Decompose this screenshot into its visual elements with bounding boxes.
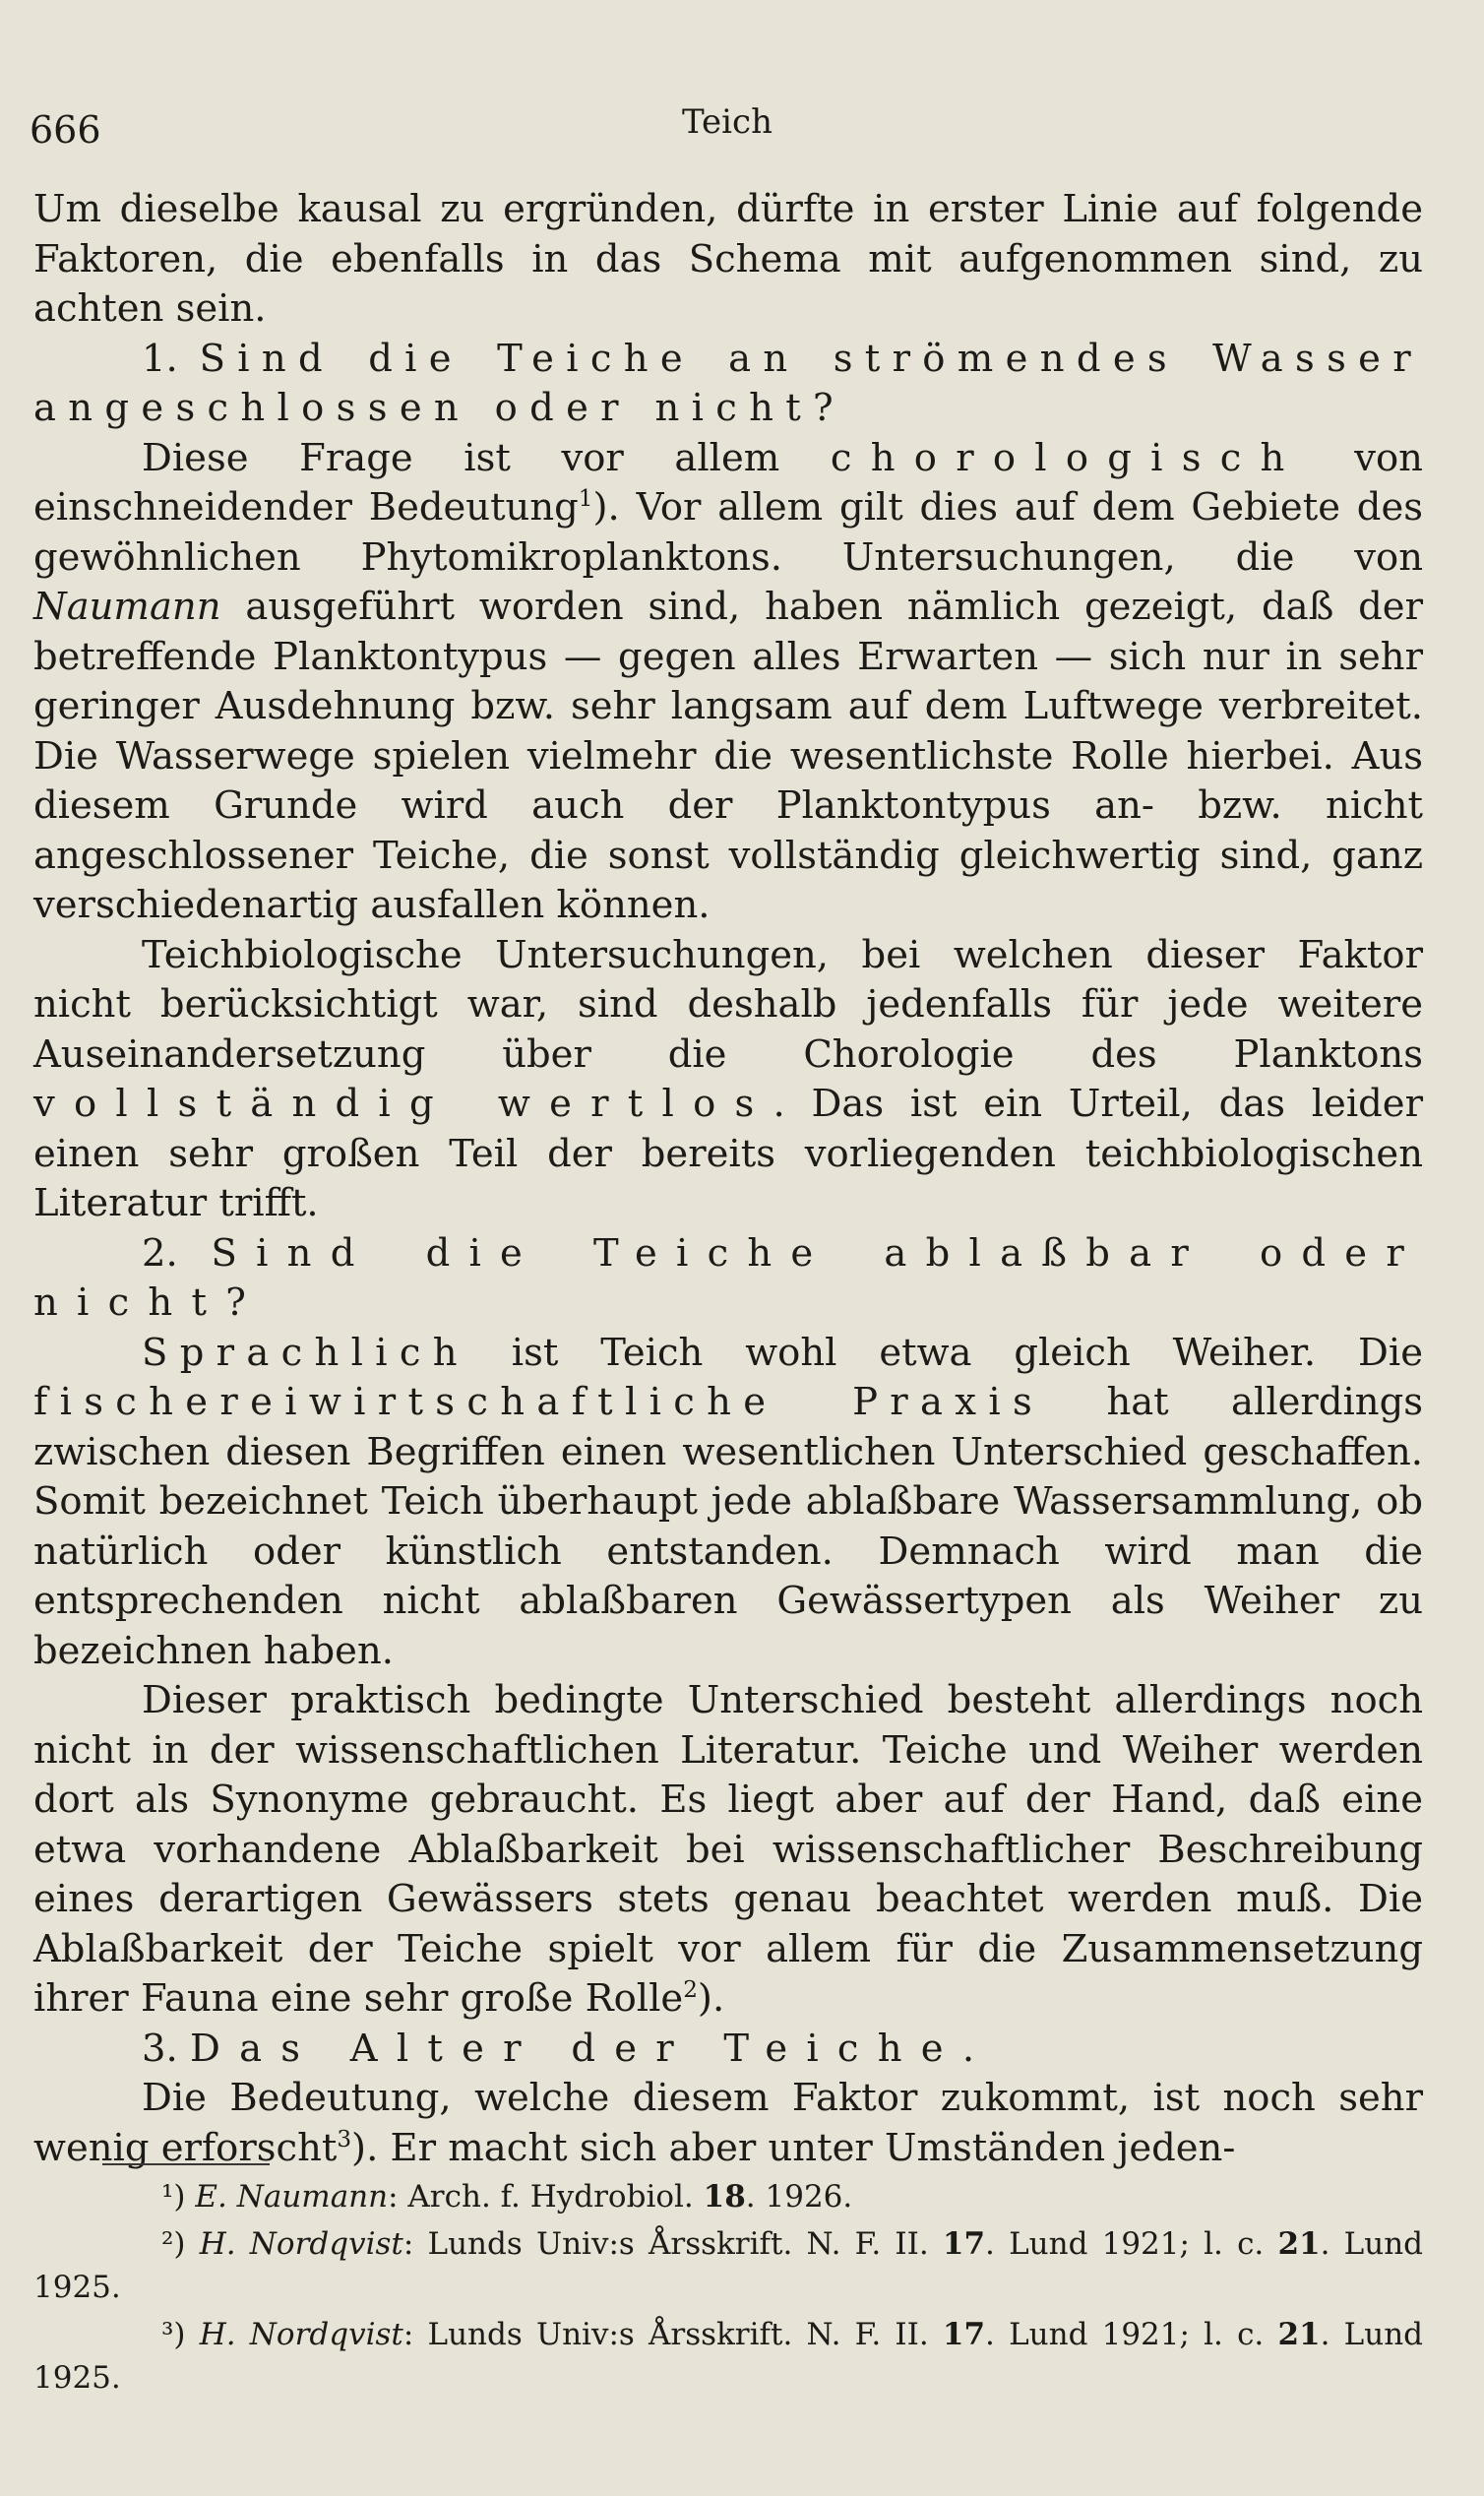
paragraph-intro: Um dieselbe kausal zu ergründen, dürfte in erster Linie auf folgende Faktoren, die ebenfalls in das Schema mit aufgenommen sind, zu achten sein.: [33, 187, 1423, 331]
paragraph-sprachlich: Sprachlich ist Teich wohl etwa gleich Weiher. Die fischereiwirtschaftliche Praxis hat allerdings zwischen diesen Begriffen einen wesentlichen Unterschied geschaffen. Somit bezeichnet Teich überhaupt jede ablaßbare Wassersammlung, ob natürlich oder künstlich entstanden. Demnach wird man die entsprechenden nicht ablaßbaren Gewässertypen als Weiher zu bezeichnen haben.: [33, 1330, 1423, 1673]
section-heading-1: 1. Sind die Teiche an strömendes Wasser angeschlossen oder nicht?: [33, 336, 1423, 430]
paragraph-alter: Die Bedeutung, welche diesem Faktor zukommt, ist noch sehr wenig erforscht$^3$). Er macht sich aber unter Umständen jeden-: [33, 2076, 1423, 2170]
paragraph-chorology: Diese Frage ist vor allem chorologisch von einschneidender Bedeutung$^1$). Vor allem gilt dies auf dem Gebiete des gewöhnlichen Phytomikroplanktons. Untersuchungen, die von Naumann ausgeführt worden sind, haben nämlich gezeigt, daß der betreffende Planktontypus — gegen alles Erwarten — sich nur in sehr geringer Ausdehnung bzw. sehr langsam auf dem Luftwege verbreitet. Die Wasserwege spielen vielmehr die wesentlichste Rolle hierbei. Aus diesem Grunde wird auch der Planktontypus an- bzw. nicht angeschlossener Teiche, die sonst vollständig gleichwertig sind, ganz verschiedenartig ausfallen können.: [33, 435, 1423, 927]
footnote-rule: [102, 2163, 270, 2165]
paragraph-unterschied: Dieser praktisch bedingte Unterschied besteht allerdings noch nicht in der wissenschaftlichen Literatur. Teiche und Weiher werden dort als Synonyme gebraucht. Es liegt aber auf der Hand, daß eine etwa vorhandene Ablaßbarkeit bei wissenschaftlicher Beschreibung eines derartigen Gewässers stets genau beachtet werden muß. Die Ablaßbarkeit der Teiche spielt vor allem für die Zusammensetzung ihrer Fauna eine sehr große Rolle$^2$).: [33, 1678, 1423, 2021]
paragraph-teichbiologie: Teichbiologische Untersuchungen, bei welchen dieser Faktor nicht berücksichtigt war, sind deshalb jedenfalls für jede weitere Auseinandersetzung über die Chorologie des Planktons vollständig wertlos. Das ist ein Urteil, das leider einen sehr großen Teil der bereits vorliegenden teichbiologischen Literatur trifft.: [33, 932, 1423, 1225]
footnote-2: ²) H. Nordqvist: Lunds Univ:s Årsskrift. N. F. II. 17. Lund 1921; l. c. 21. Lund 1925.: [33, 2226, 1424, 2305]
footnote-ref-1: 1: [578, 486, 593, 513]
page-header: [30, 98, 1425, 157]
body-text: [33, 185, 1423, 2173]
section-heading-2: 2. Sind die Teiche ablaßbar oder nicht?: [33, 1230, 1423, 1325]
author-name: Naumann: [33, 585, 221, 629]
footnote-1: ¹) E. Naumann: Arch. f. Hydrobiol. 18. 1926.: [161, 2179, 853, 2215]
footnote-3: ³) H. Nordqvist: Lunds Univ:s Årsskrift. N. F. II. 17. Lund 1921; l. c. 21. Lund 1925.: [33, 2317, 1424, 2396]
footnotes: [33, 2175, 1423, 2403]
footnote-ref-3: 3: [337, 2126, 352, 2153]
footnote-ref-2: 2: [683, 1977, 698, 2004]
page-number: 666: [30, 108, 101, 152]
section-heading-3: 3. Das Alter der Teiche.: [142, 2026, 994, 2071]
running-title: Teich: [682, 102, 773, 142]
